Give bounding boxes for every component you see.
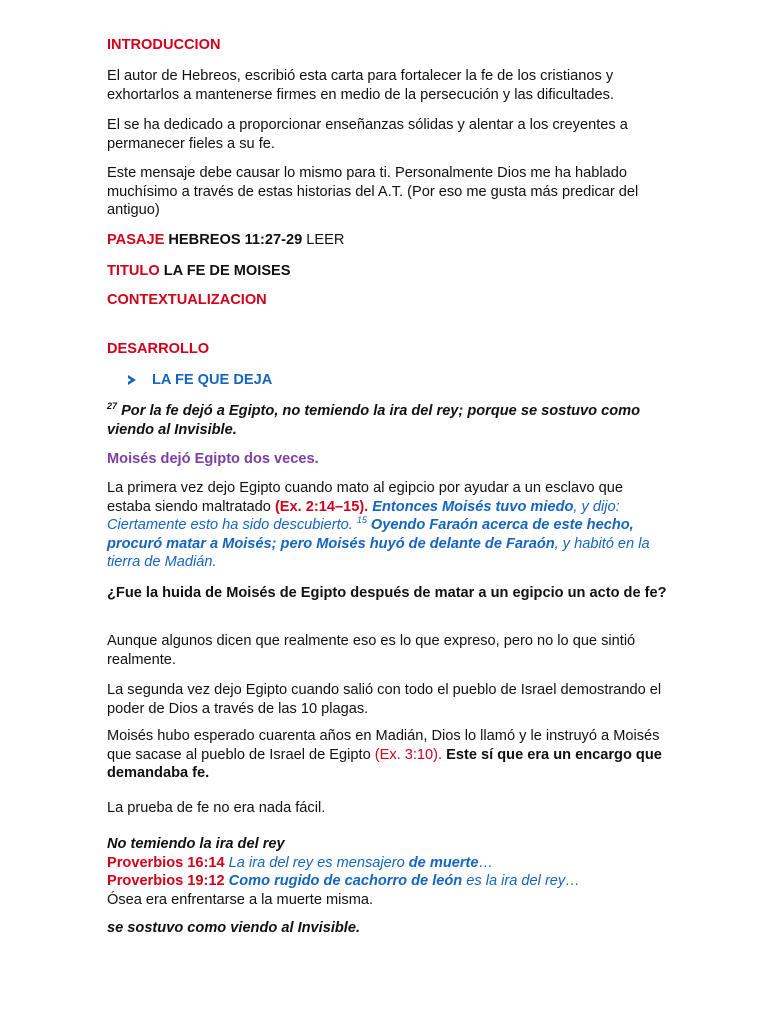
proverb-1-text-a: La ira del rey es mensajero [224, 854, 409, 871]
paragraph-segunda: La segunda vez dejo Egipto cuando salió con todo el pueblo de Israel demostrando el poder de Dios a través de las 10 plagas. [107, 682, 662, 717]
block-line-4: Ósea era enfrentarse a la muerte misma. [107, 891, 374, 908]
pasaje-line [107, 231, 344, 250]
proverb-2-text-b: es la ira del rey… [462, 873, 580, 889]
moises-emphasis: Este sí que era un encargo que demandaba fe. [107, 746, 662, 781]
proverbs-block [107, 835, 580, 909]
primera-verse-number: 15 [356, 515, 367, 526]
primera-text: La primera vez dejo Egipto cuando mato al egipcio por ayudar a un esclavo que estaba siendo maltratado [107, 480, 623, 515]
desarrollo-heading: DESARROLLO [107, 341, 210, 357]
bullet-item [128, 371, 272, 390]
proverb-1-text-b: de muerte [408, 854, 479, 871]
primera-quote-4: , y habitó en la tierra de Madián. [107, 535, 650, 570]
primera-quote-2: , y dijo: Ciertamente esto ha sido descubierto. [107, 498, 620, 533]
paragraph-prueba: La prueba de fe no era nada fácil. [107, 800, 326, 816]
proverb-1-text-c: … [478, 854, 494, 871]
proverb-line-2 [107, 872, 580, 891]
verse-number: 27 [107, 401, 118, 412]
bullet-label: LA FE QUE DEJA [152, 372, 273, 388]
paragraph-primera [107, 479, 667, 572]
subheading: Moisés dejó Egipto dos veces. [107, 451, 319, 467]
proverb-2-text-a: Como rugido de cachorro de león [224, 873, 463, 889]
proverb-2-ref: Proverbios 19:12 [107, 873, 225, 889]
proverb-line-1 [107, 854, 580, 873]
moises-text: Moisés hubo esperado cuarenta años en Madián, Dios lo llamó y le instruyó a Moisés que sacase al pueblo de Israel de Egipto [107, 728, 660, 763]
contextualizacion-heading: CONTEXTUALIZACION [107, 292, 267, 308]
paragraph-aunque: Aunque algunos dicen que realmente eso es lo que expreso, pero no lo que sintió realmente. [107, 633, 636, 668]
paragraph-moises [107, 727, 667, 783]
pasaje-ref: HEBREOS 11:27-29 [168, 232, 303, 248]
titulo-label: TITULO [107, 263, 160, 279]
titulo-line [107, 262, 291, 281]
verse-text: Por la fe dejó a Egipto, no temiendo la ira del rey; porque se sostuvo como viendo al Invisible. [107, 403, 641, 438]
primera-quote-1: Entonces Moisés tuvo miedo [368, 498, 574, 515]
pasaje-action: LEER [302, 232, 345, 248]
closing-line: se sostuvo como viendo al Invisible. [107, 920, 361, 936]
pasaje-label: PASAJE [107, 232, 165, 248]
moises-ref: (Ex. 3:10). [374, 746, 443, 763]
intro-paragraph-3: Este mensaje debe causar lo mismo para ti. Personalmente Dios me ha hablado muchísimo a través de estas historias del A.T. (Por eso me gusta más predicar del antiguo) [107, 165, 639, 218]
block-line-1: No temiendo la ira del rey [107, 836, 285, 852]
intro-heading: INTRODUCCION [107, 37, 221, 53]
verse-27 [107, 402, 667, 439]
primera-quote-3: Oyendo Faraón acerca de este hecho, procuró matar a Moisés; pero Moisés huyó de delante de Faraón [107, 517, 634, 552]
titulo-text: LA FE DE MOISES [163, 263, 291, 279]
question: ¿Fue la huida de Moisés de Egipto después de matar a un egipcio un acto de fe? [107, 585, 667, 601]
proverb-1-ref: Proverbios 16:14 [107, 854, 225, 871]
intro-paragraph-1: El autor de Hebreos, escribió esta carta para fortalecer la fe de los cristianos y exhortarlos a mantenerse firmes en medio de la persecución y las dificultades. [107, 68, 614, 103]
arrow-bullet-icon [128, 375, 136, 385]
primera-ref: (Ex. 2:14–15). [274, 498, 369, 515]
intro-paragraph-2: El se ha dedicado a proporcionar enseñanzas sólidas y alentar a los creyentes a permanecer fieles a su fe. [107, 117, 628, 152]
